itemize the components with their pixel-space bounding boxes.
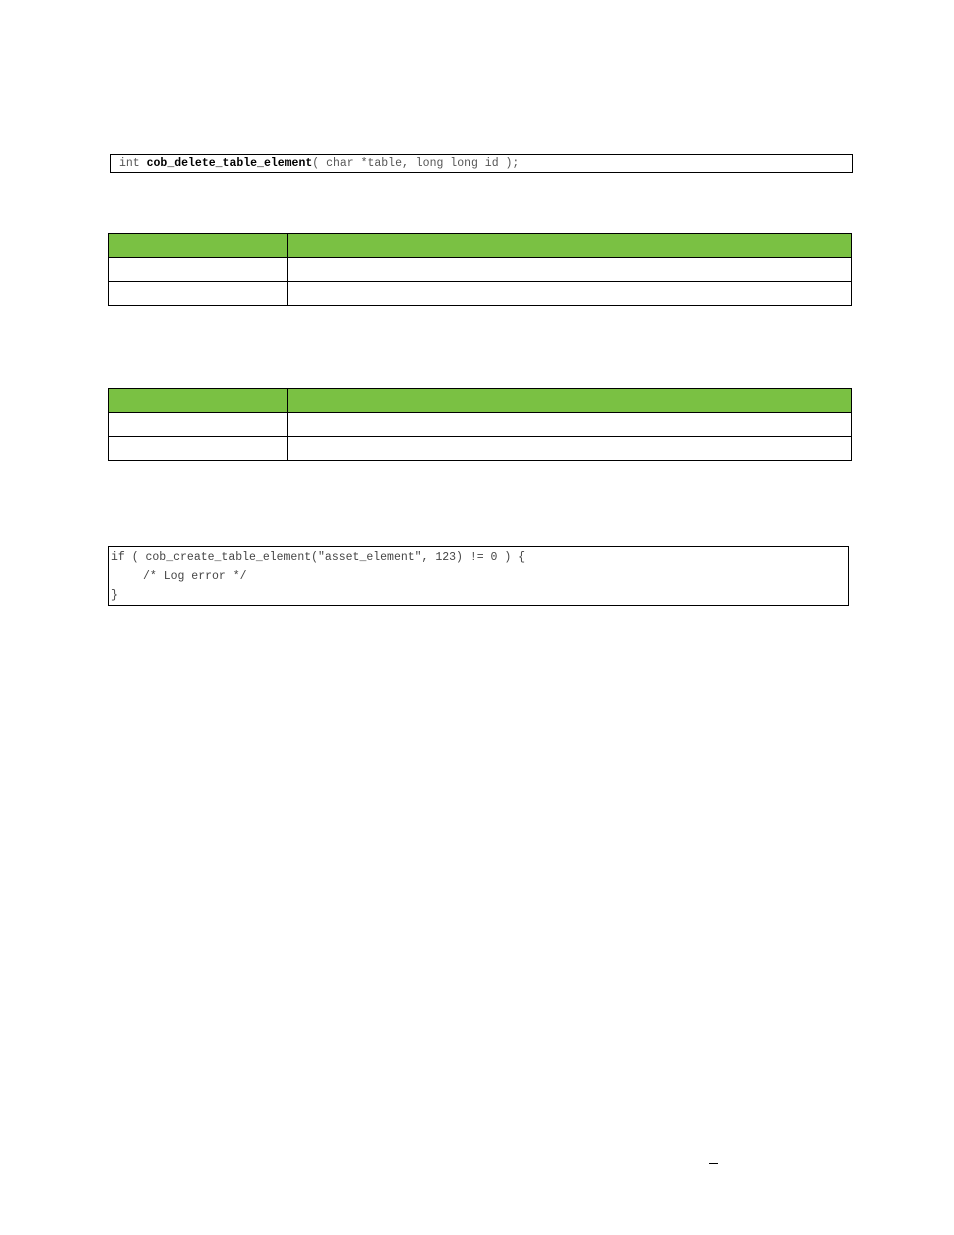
parameters-table xyxy=(108,233,852,306)
example-code-block xyxy=(108,546,849,606)
table-cell xyxy=(109,282,288,306)
returns-header-cell xyxy=(288,389,852,413)
signature-function-name: cob_delete_table_element xyxy=(146,157,313,170)
table-row xyxy=(109,258,852,282)
table-cell xyxy=(109,258,288,282)
function-signature xyxy=(110,154,853,173)
code-line: if ( cob_create_table_element("asset_element", 123) != 0 ) { xyxy=(111,551,526,564)
returns-table-header xyxy=(109,389,852,413)
parameters-header-cell xyxy=(109,234,288,258)
table-cell xyxy=(288,437,852,461)
signature-return-type: int xyxy=(119,157,140,170)
table-row xyxy=(109,413,852,437)
signature-params: ( char *table, long long id ); xyxy=(312,157,520,170)
returns-table xyxy=(108,388,852,461)
code-line: } xyxy=(111,589,118,602)
table-cell xyxy=(288,413,852,437)
table-cell xyxy=(288,258,852,282)
code-line: /* Log error */ xyxy=(143,570,247,583)
parameters-table-header xyxy=(109,234,852,258)
table-cell xyxy=(288,282,852,306)
table-cell xyxy=(109,437,288,461)
table-cell xyxy=(109,413,288,437)
table-row xyxy=(109,282,852,306)
page-footer-mark xyxy=(709,1163,718,1164)
parameters-header-cell xyxy=(288,234,852,258)
table-row xyxy=(109,437,852,461)
returns-header-cell xyxy=(109,389,288,413)
